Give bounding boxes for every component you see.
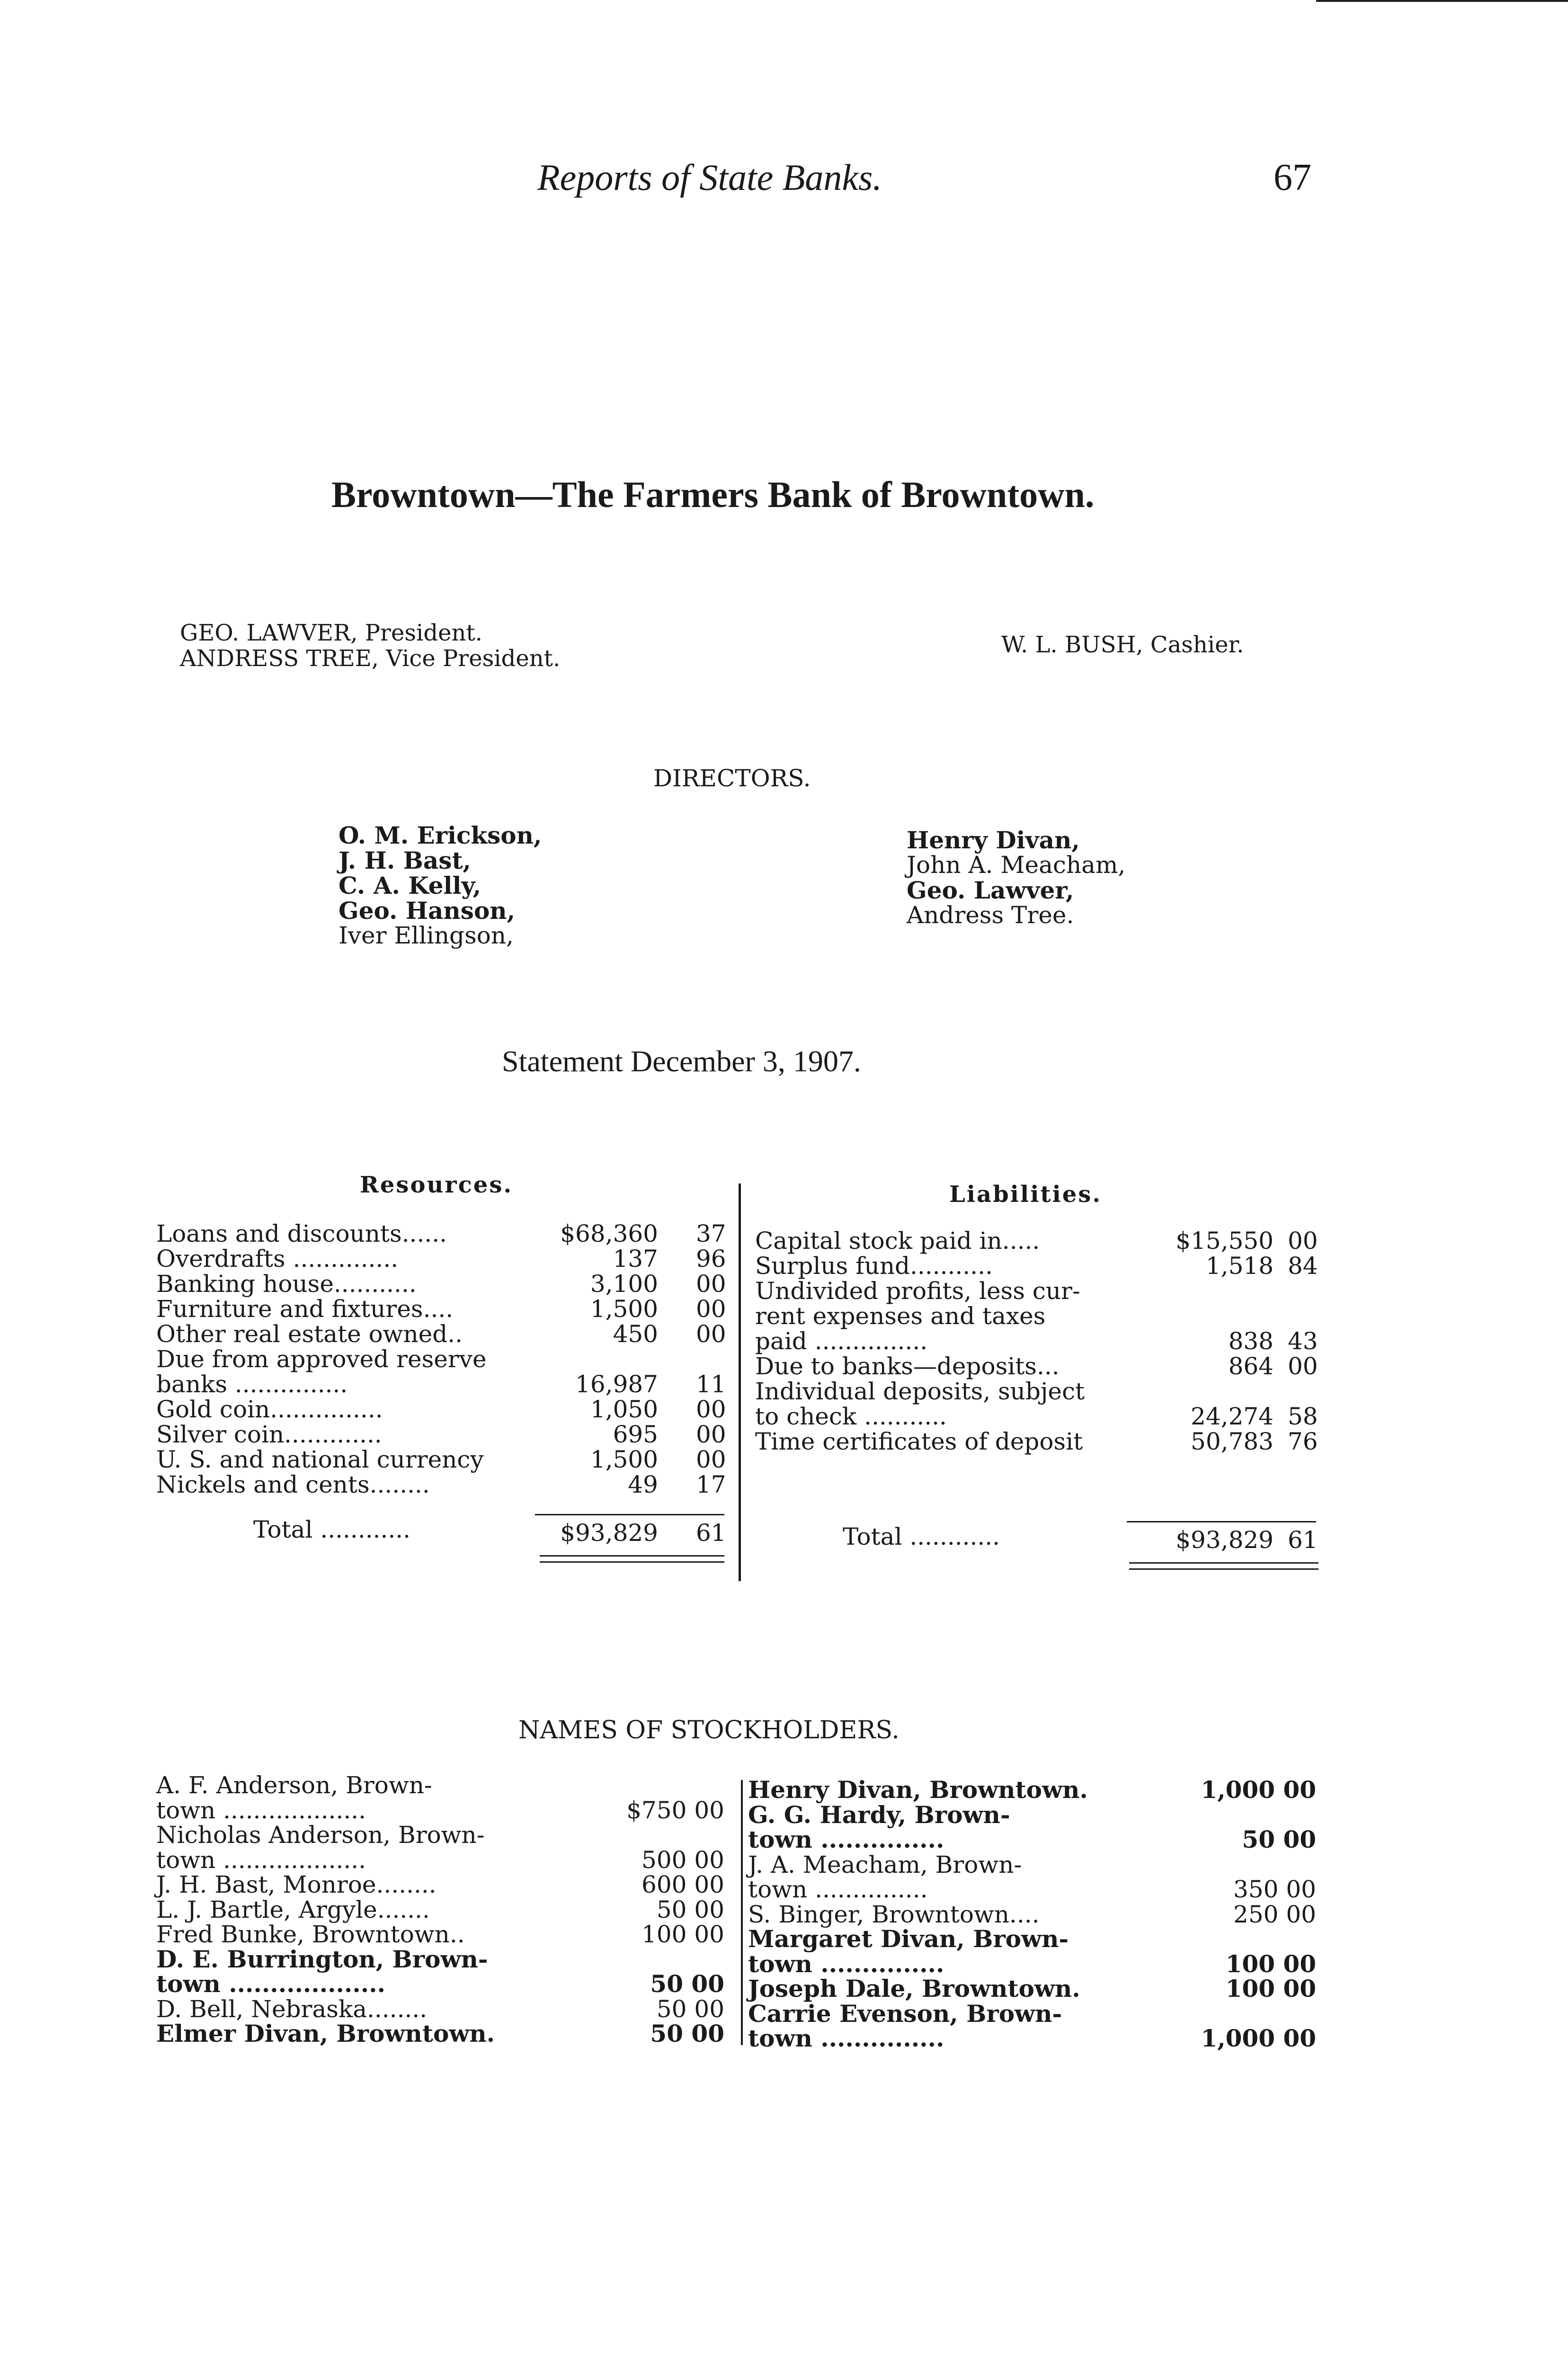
president: GEO. LAWVER, President. — [180, 620, 482, 646]
resources-row-dollars: 49 — [628, 1471, 658, 1498]
stockholder-name: Margaret Divan, Brown- — [748, 1925, 1069, 1953]
resources-row-dollars: 1,500 — [590, 1295, 658, 1323]
liabilities-row-label: rent expenses and taxes — [755, 1302, 1046, 1330]
liabilities-heading: Liabilities. — [949, 1181, 1102, 1208]
stockholder-name: town ............... — [748, 1825, 944, 1853]
liabilities-row-dollars: $15,550 — [1176, 1227, 1274, 1255]
resources-row-cents: 96 — [696, 1245, 726, 1272]
director-name: Geo. Lawver, — [907, 876, 1074, 904]
resources-row-label: Due from approved reserve — [156, 1345, 487, 1373]
resources-row-cents: 00 — [696, 1396, 726, 1423]
resources-total-double-rule — [540, 1555, 724, 1563]
stockholder-name: D. E. Burrington, Brown- — [156, 1945, 488, 1973]
stockholder-amount: 1,000 00 — [1201, 2024, 1316, 2052]
liabilities-total-label: Total ............ — [843, 1523, 1000, 1550]
resources-total-rule — [535, 1514, 724, 1515]
liabilities-row-cents: 58 — [1288, 1403, 1318, 1430]
resources-total-dollars: $93,829 — [560, 1519, 658, 1547]
stockholder-name: town ............... — [748, 1876, 928, 1903]
stockholders-heading: NAMES OF STOCKHOLDERS. — [518, 1716, 900, 1744]
resources-row-cents: 00 — [696, 1270, 726, 1298]
resources-row-label: Furniture and fixtures.... — [156, 1295, 454, 1323]
stockholder-name: G. G. Hardy, Brown- — [748, 1800, 1010, 1829]
vice-president: ANDRESS TREE, Vice President. — [180, 645, 561, 672]
stockholder-amount: 50 00 — [650, 2020, 724, 2047]
resources-row-label: banks ............... — [156, 1370, 348, 1398]
director-name: O. M. Erickson, — [339, 821, 542, 849]
top-edge-rule — [1316, 0, 1568, 2]
stockholder-amount: 100 00 — [1225, 1949, 1316, 1978]
liabilities-row-cents: 00 — [1288, 1353, 1318, 1380]
stockholder-amount: 50 00 — [1242, 1825, 1316, 1853]
stockholder-name: Nicholas Anderson, Brown- — [156, 1821, 485, 1849]
resources-row-label: Silver coin............. — [156, 1421, 382, 1448]
director-name: Andress Tree. — [907, 901, 1074, 929]
directors-right-column — [907, 828, 1125, 928]
liabilities-row-label: Surplus fund........... — [755, 1252, 993, 1280]
liabilities-row-cents: 76 — [1288, 1428, 1318, 1455]
resources-row-label: Gold coin............... — [156, 1396, 383, 1423]
resources-row-dollars: 1,050 — [590, 1396, 658, 1423]
resources-row-dollars: 137 — [613, 1245, 658, 1272]
liabilities-total-dollars: $93,829 — [1176, 1526, 1274, 1554]
resources-row-cents: 00 — [696, 1295, 726, 1323]
stockholder-name: L. J. Bartle, Argyle....... — [156, 1895, 430, 1923]
stockholder-name: town ................... — [156, 1796, 366, 1824]
stockholder-amount: 250 00 — [1233, 1900, 1316, 1928]
director-name: C. A. Kelly, — [339, 872, 481, 899]
liabilities-row-label: to check ........... — [755, 1403, 947, 1430]
liabilities-row-dollars: 24,274 — [1191, 1403, 1274, 1430]
stockholder-name: S. Binger, Browntown.... — [748, 1900, 1040, 1928]
stockholder-amount: 50 00 — [656, 1995, 724, 2023]
running-title: Reports of State Banks. — [537, 157, 882, 198]
resources-total-label: Total ............ — [253, 1516, 411, 1543]
resources-row-label: Overdrafts .............. — [156, 1245, 399, 1272]
statement-title: Statement December 3, 1907. — [502, 1044, 861, 1078]
stockholder-name: town ............... — [748, 1949, 944, 1978]
stockholder-amount: 50 00 — [656, 1895, 724, 1923]
resources-row-cents: 00 — [696, 1446, 726, 1473]
liabilities-row-cents: 84 — [1288, 1252, 1318, 1280]
stockholder-name: A. F. Anderson, Brown- — [156, 1771, 432, 1799]
resources-row-dollars: 3,100 — [590, 1270, 658, 1298]
stockholder-name: Elmer Divan, Browntown. — [156, 2020, 495, 2047]
liabilities-row-label: Capital stock paid in..... — [755, 1227, 1040, 1255]
liabilities-row-dollars: 50,783 — [1191, 1428, 1274, 1455]
stockholder-name: J. H. Bast, Monroe........ — [156, 1871, 437, 1898]
stockholders-divider — [741, 1780, 743, 2045]
officers-left — [180, 620, 560, 671]
liabilities-total-rule — [1127, 1521, 1316, 1522]
resources-row-label: Loans and discounts...... — [156, 1220, 447, 1247]
resources-row-label: Banking house........... — [156, 1270, 417, 1298]
resources-row-dollars: 16,987 — [575, 1370, 658, 1398]
director-name: Iver Ellingson, — [339, 922, 514, 949]
resources-row-dollars: 1,500 — [590, 1446, 658, 1473]
director-name: Henry Divan, — [907, 826, 1080, 854]
resources-row-label: U. S. and national currency — [156, 1446, 484, 1473]
resources-row-dollars: 695 — [613, 1421, 658, 1448]
director-name: J. H. Bast, — [339, 846, 471, 874]
resources-heading: Resources. — [360, 1172, 513, 1198]
resources-row-label: Nickels and cents........ — [156, 1471, 430, 1498]
stockholder-amount: 1,000 00 — [1201, 1776, 1316, 1804]
stockholder-amount: 100 00 — [1225, 1975, 1316, 2002]
resources-row-cents: 17 — [696, 1471, 726, 1498]
directors-left-column — [339, 823, 542, 948]
resources-row-cents: 37 — [696, 1220, 726, 1247]
resources-row-cents: 11 — [696, 1370, 726, 1398]
stockholder-name: Joseph Dale, Browntown. — [748, 1975, 1080, 2002]
bank-title: Browntown—The Farmers Bank of Browntown. — [331, 474, 1095, 515]
resources-total-cents: 61 — [696, 1519, 726, 1547]
director-name: John A. Meacham, — [907, 851, 1126, 879]
director-name: Geo. Hanson, — [339, 897, 516, 925]
resources-row-label: Other real estate owned.. — [156, 1320, 463, 1348]
liabilities-row-dollars: 838 — [1228, 1327, 1274, 1355]
stockholder-name: Fred Bunke, Browntown.. — [156, 1921, 465, 1948]
resources-row-dollars: 450 — [613, 1320, 658, 1348]
liabilities-row-label: Undivided profits, less cur- — [755, 1277, 1080, 1305]
stockholder-name: town ................... — [156, 1970, 385, 1998]
liabilities-total-cents: 61 — [1288, 1526, 1318, 1554]
stockholder-amount: 350 00 — [1233, 1876, 1316, 1903]
stockholder-amount: 500 00 — [641, 1846, 724, 1874]
page-number: 67 — [1274, 157, 1311, 198]
liabilities-row-dollars: 1,518 — [1205, 1252, 1274, 1280]
resources-row-cents: 00 — [696, 1421, 726, 1448]
liabilities-row-label: Time certificates of deposit — [755, 1428, 1083, 1455]
liabilities-row-dollars: 864 — [1228, 1353, 1274, 1380]
stockholder-name: J. A. Meacham, Brown- — [748, 1851, 1022, 1878]
stockholder-name: Henry Divan, Browntown. — [748, 1776, 1088, 1804]
resources-row-cents: 00 — [696, 1320, 726, 1348]
liabilities-row-cents: 00 — [1288, 1227, 1318, 1255]
stockholder-name: Carrie Evenson, Brown- — [748, 1999, 1062, 2028]
stockholder-amount: 600 00 — [641, 1871, 724, 1898]
liabilities-row-label: Individual deposits, subject — [755, 1378, 1085, 1405]
stockholder-amount: 100 00 — [641, 1921, 724, 1948]
liabilities-total-double-rule — [1129, 1562, 1319, 1570]
directors-heading: DIRECTORS. — [653, 765, 811, 792]
stockholder-name: D. Bell, Nebraska........ — [156, 1995, 428, 2023]
liabilities-row-label: paid ............... — [755, 1327, 928, 1355]
stockholder-name: town ................... — [156, 1846, 366, 1874]
column-divider — [739, 1184, 741, 1581]
cashier: W. L. BUSH, Cashier. — [1001, 632, 1244, 658]
liabilities-row-cents: 43 — [1288, 1327, 1318, 1355]
stockholder-amount: $750 00 — [626, 1796, 724, 1824]
stockholder-amount: 50 00 — [650, 1970, 724, 1998]
resources-row-dollars: $68,360 — [560, 1220, 658, 1247]
stockholder-name: town ............... — [748, 2024, 944, 2052]
liabilities-row-label: Due to banks—deposits... — [755, 1353, 1060, 1380]
